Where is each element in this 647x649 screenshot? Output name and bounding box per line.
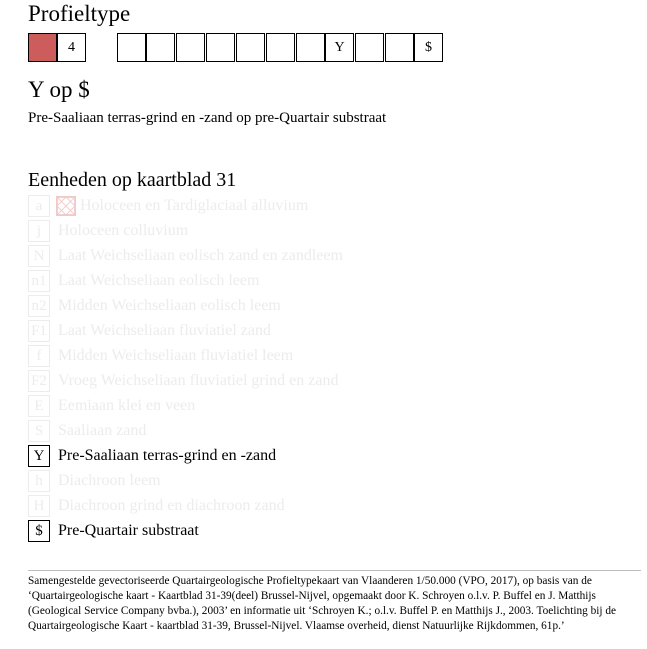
profile-number: 4 <box>57 33 86 62</box>
profile-code: Y op $ <box>28 77 90 102</box>
unit-H <box>28 495 285 517</box>
unit-label: Laat Weichseliaan eolisch leem <box>58 272 260 289</box>
unit-label: Vroeg Weichseliaan fluviatiel grind en zand <box>58 372 339 389</box>
unit-F2 <box>28 370 338 392</box>
unit-n2 <box>28 295 281 317</box>
unit-code: j <box>28 220 50 242</box>
unit-code: h <box>28 470 50 492</box>
unit-N <box>28 245 343 267</box>
profile-description: Pre-Saaliaan terras-grind en -zand op pre-Quartair substraat <box>28 110 387 126</box>
profile-cell <box>236 33 265 62</box>
unit-F1 <box>28 320 271 342</box>
unit-label: Diachroon leem <box>58 472 161 489</box>
unit-code: H <box>28 495 50 517</box>
profile-cell: $ <box>414 33 443 62</box>
unit-label: Midden Weichseliaan fluviatiel leem <box>58 347 294 364</box>
profile-cell <box>117 33 146 62</box>
profile-cell <box>355 33 384 62</box>
unit-code: F1 <box>28 320 50 342</box>
unit-label: Pre-Saaliaan terras-grind en -zand <box>58 447 277 464</box>
unit-code: F2 <box>28 370 50 392</box>
unit-E <box>28 395 195 417</box>
alluvium-pattern-icon <box>56 196 76 216</box>
units-heading: Eenheden op kaartblad 31 <box>28 169 237 191</box>
profile-cell <box>206 33 235 62</box>
unit-code: E <box>28 395 50 417</box>
unit-j <box>28 220 188 242</box>
unit-label: Diachroon grind en diachroon zand <box>58 497 285 514</box>
footer-divider <box>28 570 641 571</box>
unit-f <box>28 345 293 367</box>
page-title: Profieltype <box>28 1 131 26</box>
unit-label: Midden Weichseliaan eolisch leem <box>58 297 281 314</box>
source-citation: Samengestelde gevectoriseerde Quartairgeologische Profieltypekaart van Vlaanderen 1/50.000 (VPO, 2017), op basis van de ‘Quartairgeologische kaart - Kaartblad 31-39(deel) Brussel-Nijvel, opgemaakt door K. Schroyen o.l.v. P. Buffel en J. Matthijs (Geological Service Company bvba.), 2003’ en informatie uit ‘Schroyen K.; o.l.v. Buffel P. en Matthijs J., 2003. Toelichting bij de Quartairgeologische Kaart - kaartblad 31-39, Brussel-Nijvel. Vlaamse overheid, dienst Natuurlijke Rijkdommen, 61p.’ <box>28 575 617 632</box>
unit-code: f <box>28 345 50 367</box>
unit-code: Y <box>28 445 50 467</box>
unit-substraat <box>28 520 199 542</box>
profile-cell <box>266 33 295 62</box>
unit-label: Eemiaan klei en veen <box>58 397 196 414</box>
unit-label: Laat Weichseliaan eolisch zand en zandleem <box>58 247 343 264</box>
unit-code: $ <box>28 520 50 542</box>
profile-cell <box>385 33 414 62</box>
unit-n1 <box>28 270 259 292</box>
unit-code: S <box>28 420 50 442</box>
profile-cell <box>146 33 175 62</box>
unit-Y <box>28 445 276 467</box>
unit-a <box>28 195 308 217</box>
unit-label: Holoceen colluvium <box>58 222 189 239</box>
unit-label: Laat Weichseliaan fluviatiel zand <box>58 322 271 339</box>
unit-S <box>28 420 146 442</box>
profile-cell <box>176 33 205 62</box>
unit-label: Holoceen en Tardiglaciaal alluvium <box>80 197 309 214</box>
unit-code: N <box>28 245 50 267</box>
unit-code: a <box>28 195 50 217</box>
unit-label: Pre-Quartair substraat <box>58 522 199 539</box>
profile-cell: Y <box>325 33 354 62</box>
unit-h <box>28 470 161 492</box>
profile-cell <box>296 33 325 62</box>
unit-code: n1 <box>28 270 50 292</box>
unit-label: Saaliaan zand <box>58 422 147 439</box>
unit-code: n2 <box>28 295 50 317</box>
profile-color-swatch <box>28 33 57 62</box>
